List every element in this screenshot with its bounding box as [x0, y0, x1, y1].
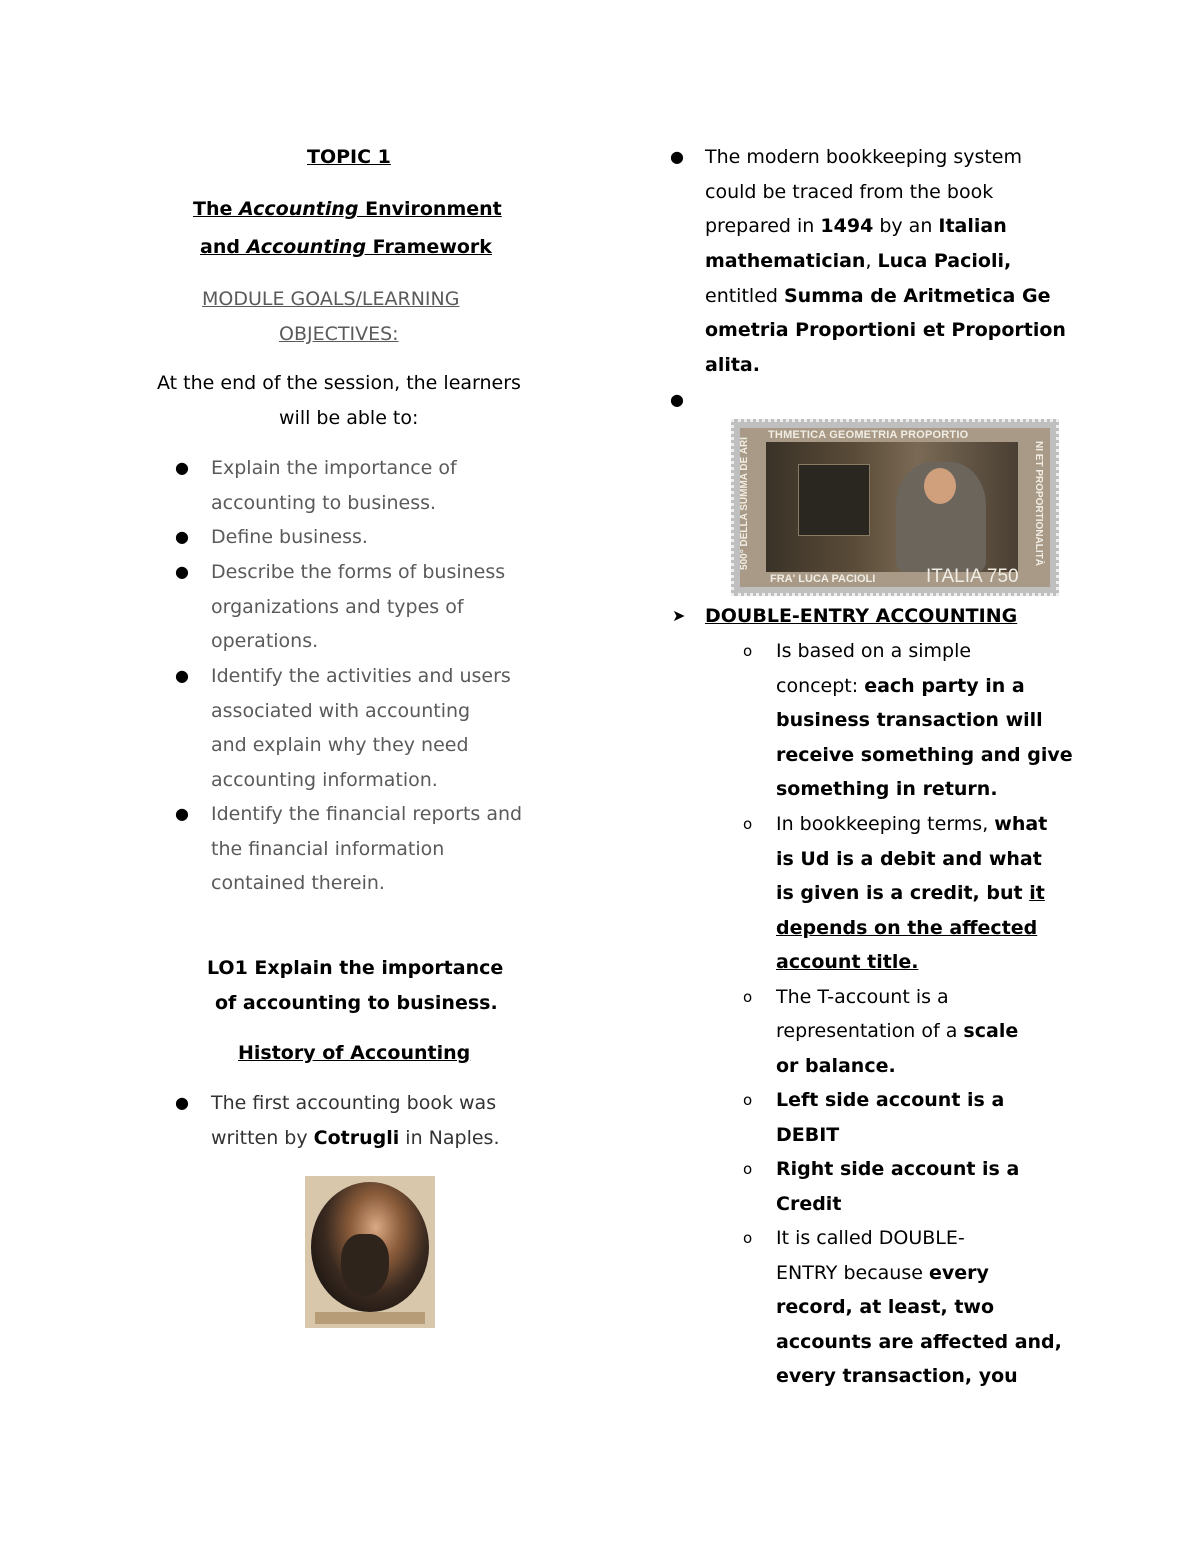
bullet-icon: ● — [175, 666, 189, 685]
concept-line4: receive something and give — [776, 744, 1073, 766]
bookkeeping-line5: account title. — [776, 951, 919, 973]
bullet-icon: ● — [175, 527, 189, 546]
first-book-line1: The first accounting book was — [211, 1092, 497, 1114]
pacioli-line6: ometria Proportioni et Proportion — [705, 319, 1066, 341]
stamp-left-text: 500° DELLA SUMMA DE ARI — [738, 437, 750, 570]
bullet-icon: ● — [175, 1093, 189, 1112]
intro-line2: will be able to: — [279, 407, 419, 429]
cotrugli-portrait — [305, 1176, 435, 1328]
goals-heading-line2: OBJECTIVES: — [279, 323, 399, 345]
objective-line: the financial information — [211, 837, 445, 860]
objective-line: Explain the importance of — [211, 457, 457, 479]
first-book-line2: written by Cotrugli in Naples. — [211, 1127, 500, 1149]
objective-line: Identify the financial reports and — [211, 803, 523, 825]
stamp-inner — [740, 428, 1050, 587]
intro-line1: At the end of the session, the learners — [157, 372, 521, 394]
portrait-beard — [341, 1234, 389, 1296]
pacioli-line2: could be traced from the book — [705, 181, 994, 203]
hollow-circle-icon: o — [743, 815, 753, 833]
pacioli-line7: alita. — [705, 354, 760, 376]
called-double-line3: record, at least, two — [776, 1296, 995, 1318]
pacioli-line5: entitled Summa de Aritmetica Ge — [705, 285, 1051, 307]
taccount-line1: The T-account is a — [776, 986, 949, 1008]
hollow-circle-icon: o — [743, 1229, 753, 1247]
objective-line: Identify the activities and users — [211, 665, 511, 687]
bookkeeping-line1: In bookkeeping terms, what — [776, 813, 1048, 835]
bullet-icon: ● — [670, 147, 684, 166]
stamp-italia-value: ITALIA 750 — [926, 566, 1019, 587]
concept-line3: business transaction will — [776, 709, 1043, 731]
bullet-icon: ● — [670, 390, 684, 409]
concept-line5: something in return. — [776, 778, 998, 800]
right-side-line2: Credit — [776, 1193, 842, 1215]
concept-line2: concept: each party in a — [776, 675, 1025, 697]
called-double-line1: It is called DOUBLE- — [776, 1227, 965, 1249]
called-double-line5: every transaction, you — [776, 1365, 1018, 1387]
topic-label: TOPIC 1 — [307, 146, 391, 168]
bullet-icon: ● — [175, 804, 189, 823]
stamp-geometry-board — [798, 464, 870, 536]
bookkeeping-line4: depends on the affected — [776, 917, 1038, 939]
concept-line1: Is based on a simple — [776, 640, 972, 662]
stamp-monk-face — [924, 468, 956, 504]
double-entry-heading: DOUBLE-ENTRY ACCOUNTING — [705, 605, 1018, 627]
objective-line: Define business. — [211, 526, 368, 548]
pacioli-line1: The modern bookkeeping system — [705, 146, 1023, 168]
pacioli-stamp-image — [731, 419, 1059, 596]
history-heading: History of Accounting — [238, 1042, 471, 1064]
objective-line: accounting to business. — [211, 491, 437, 514]
objective-line: accounting information. — [211, 768, 438, 791]
objective-line: contained therein. — [211, 872, 385, 895]
called-double-line2: ENTRY because every — [776, 1262, 989, 1284]
taccount-line2: representation of a scale — [776, 1020, 1019, 1042]
document-title-line2: and Accounting Framework — [200, 236, 492, 258]
called-double-line4: accounts are affected and, — [776, 1331, 1062, 1353]
hollow-circle-icon: o — [743, 988, 753, 1006]
lo1-heading-line1: LO1 Explain the importance — [207, 957, 504, 979]
hollow-circle-icon: o — [743, 1091, 753, 1109]
stamp-bottom-text: FRA' LUCA PACIOLI — [770, 573, 876, 585]
objective-line: organizations and types of — [211, 595, 464, 618]
pacioli-line3: prepared in 1494 by an Italian — [705, 215, 1007, 237]
goals-heading-line1: MODULE GOALS/LEARNING — [202, 288, 460, 310]
taccount-line3: or balance. — [776, 1055, 896, 1077]
right-side-line1: Right side account is a — [776, 1158, 1020, 1180]
bullet-icon: ● — [175, 458, 189, 477]
portrait-plaque — [315, 1312, 425, 1324]
bullet-icon: ● — [175, 562, 189, 581]
objective-line: Describe the forms of business — [211, 561, 506, 583]
left-side-line2: DEBIT — [776, 1124, 840, 1146]
objective-line: associated with accounting — [211, 699, 471, 722]
hollow-circle-icon: o — [743, 1160, 753, 1178]
pacioli-line4: mathematician, Luca Pacioli, — [705, 250, 1012, 272]
stamp-right-text: NI ET PROPORTIONALITÀ — [1033, 441, 1044, 566]
document-title-line1: The Accounting Environment — [193, 198, 502, 220]
lo1-heading-line2: of accounting to business. — [215, 992, 498, 1014]
left-side-line1: Left side account is a — [776, 1089, 1005, 1111]
hollow-circle-icon: o — [743, 642, 753, 660]
bookkeeping-line2: is Ud is a debit and what — [776, 848, 1042, 870]
stamp-scene — [766, 442, 1018, 572]
stamp-top-text: THMETICA GEOMETRIA PROPORTIO — [768, 429, 969, 441]
bookkeeping-line3: is given is a credit, but it — [776, 882, 1045, 904]
objective-line: operations. — [211, 630, 319, 653]
objective-line: and explain why they need — [211, 734, 469, 757]
arrow-head-icon: ➤ — [672, 606, 686, 625]
